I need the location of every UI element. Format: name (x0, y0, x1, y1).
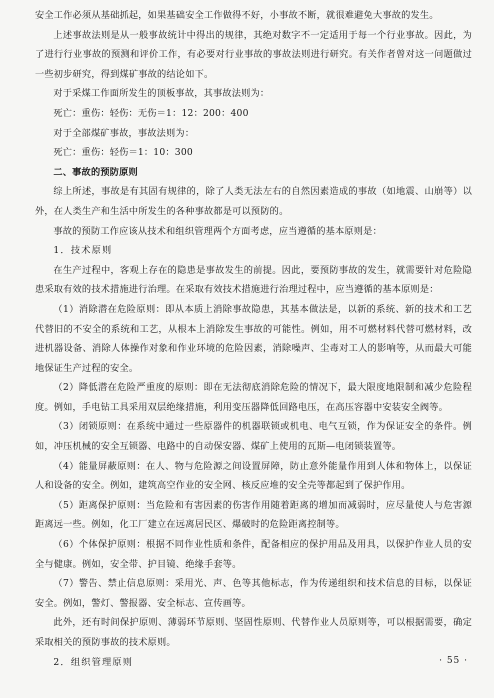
paragraph: 综上所述，事故是有其固有规律的，除了人类无法左右的自然因素造成的事故（如地震、山崩等）以外，在人类生产和生活中所发生的各种事故都是可以预防的。 (35, 186, 472, 217)
paragraph: 在生产过程中，客观上存在的隐患是事故发生的前提。因此，要预防事故的发生，就需要针对危险隐患采取有效的技术措施进行治理。在采取有效技术措施进行治理过程中，应当遵循的基本原则是： (35, 264, 472, 296)
paragraph: 死亡：重伤：轻伤：无伤＝1：12：200：400 (53, 107, 249, 119)
body-text (35, 6, 472, 672)
paragraph: 对于全部煤矿事故，事故法则为： (53, 127, 195, 139)
paragraph: （5）距离保护原则：当危险和有害因素的伤害作用随着距离的增加而减弱时，应尽量使人与危害源距离远一些。例如，化工厂建立在远离居民区、爆破时的危险距离控制等。 (35, 499, 472, 531)
paragraph: （1）消除潜在危险原则：即从本质上消除事故隐患，其基本做法是，以新的系统、新的技术和工艺代替旧的不安全的系统和工艺，从根本上消除发生事故的可能性。例如，用不可燃材料代替可燃材料，改进机器设备、消除人体操作对象和作业环境的危险因素，消除噪声、尘毒对工人的影响等，从而最大可能地保证生产过程的安全。 (35, 303, 472, 374)
paragraph: 此外，还有时间保护原则、薄弱环节原则、坚固性原则、代替作业人员原则等，可以根据需要，确定采取相关的预防事故的技术原则。 (35, 617, 472, 648)
paragraph: 对于采煤工作面所发生的顶板事故，其事故法则为： (53, 88, 270, 100)
paragraph: （3）闭锁原则：在系统中通过一些原器件的机器联锁或机电、电气互锁，作为保证安全的条件。例如，冲压机械的安全互锁器、电路中的自动保安器、煤矿上使用的瓦斯—电闭锁装置等。 (35, 421, 472, 453)
paragraph: （2）降低潜在危险严重度的原则：即在无法彻底消除危险的情况下，最大限度地限制和减少危险程度。例如，手电钻工具采用双层绝缘措施，利用变压器降低回路电压，在高压容器中安装安全阀等。 (35, 382, 472, 413)
subsection-heading: 1．技术原则 (53, 245, 113, 257)
paragraph: 死亡：重伤：轻伤＝1：10：300 (53, 147, 193, 159)
section-heading: 二、事故的预防原则 (53, 166, 138, 178)
paragraph: （7）警告、禁止信息原则：采用光、声、色等其他标志，作为传递组织和技术信息的目标，以保证安全。例如，警灯、警报器、安全标志、宣传画等。 (35, 578, 472, 609)
subsection-heading: 2．组织管理原则 (53, 656, 134, 668)
paragraph: （4）能量屏蔽原则：在人、物与危险源之间设置屏障，防止意外能量作用到人体和物体上，以保证人和设备的安全。例如，建筑高空作业的安全网、核反应堆的安全壳等都起到了保护作用。 (35, 460, 472, 492)
paragraph: 上述事故法则是从一般事故统计中得出的规律，其绝对数字不一定适用于每一个行业事故。因此，为了进行行业事故的预测和评价工作，有必要对行业事故的事故法则进行研究。有关作者曾对这一问题做过一些初步研究，得到煤矿事故的结论如下。 (35, 29, 472, 80)
paragraph: 事故的预防工作应该从技术和组织管理两个方面考虑，应当遵循的基本原则是： (53, 225, 382, 237)
page-number: · 55 · (439, 656, 468, 666)
paragraph: （6）个体保护原则：根据不同作业性质和条件，配备相应的保护用品及用具，以保护作业人员的安全与健康。例如，安全带、护目镜、绝缘手套等。 (35, 539, 472, 570)
paragraph: 安全工作必须从基础抓起，如果基础安全工作做得不好，小事故不断，就很难避免大事故的发生。 (35, 10, 439, 21)
